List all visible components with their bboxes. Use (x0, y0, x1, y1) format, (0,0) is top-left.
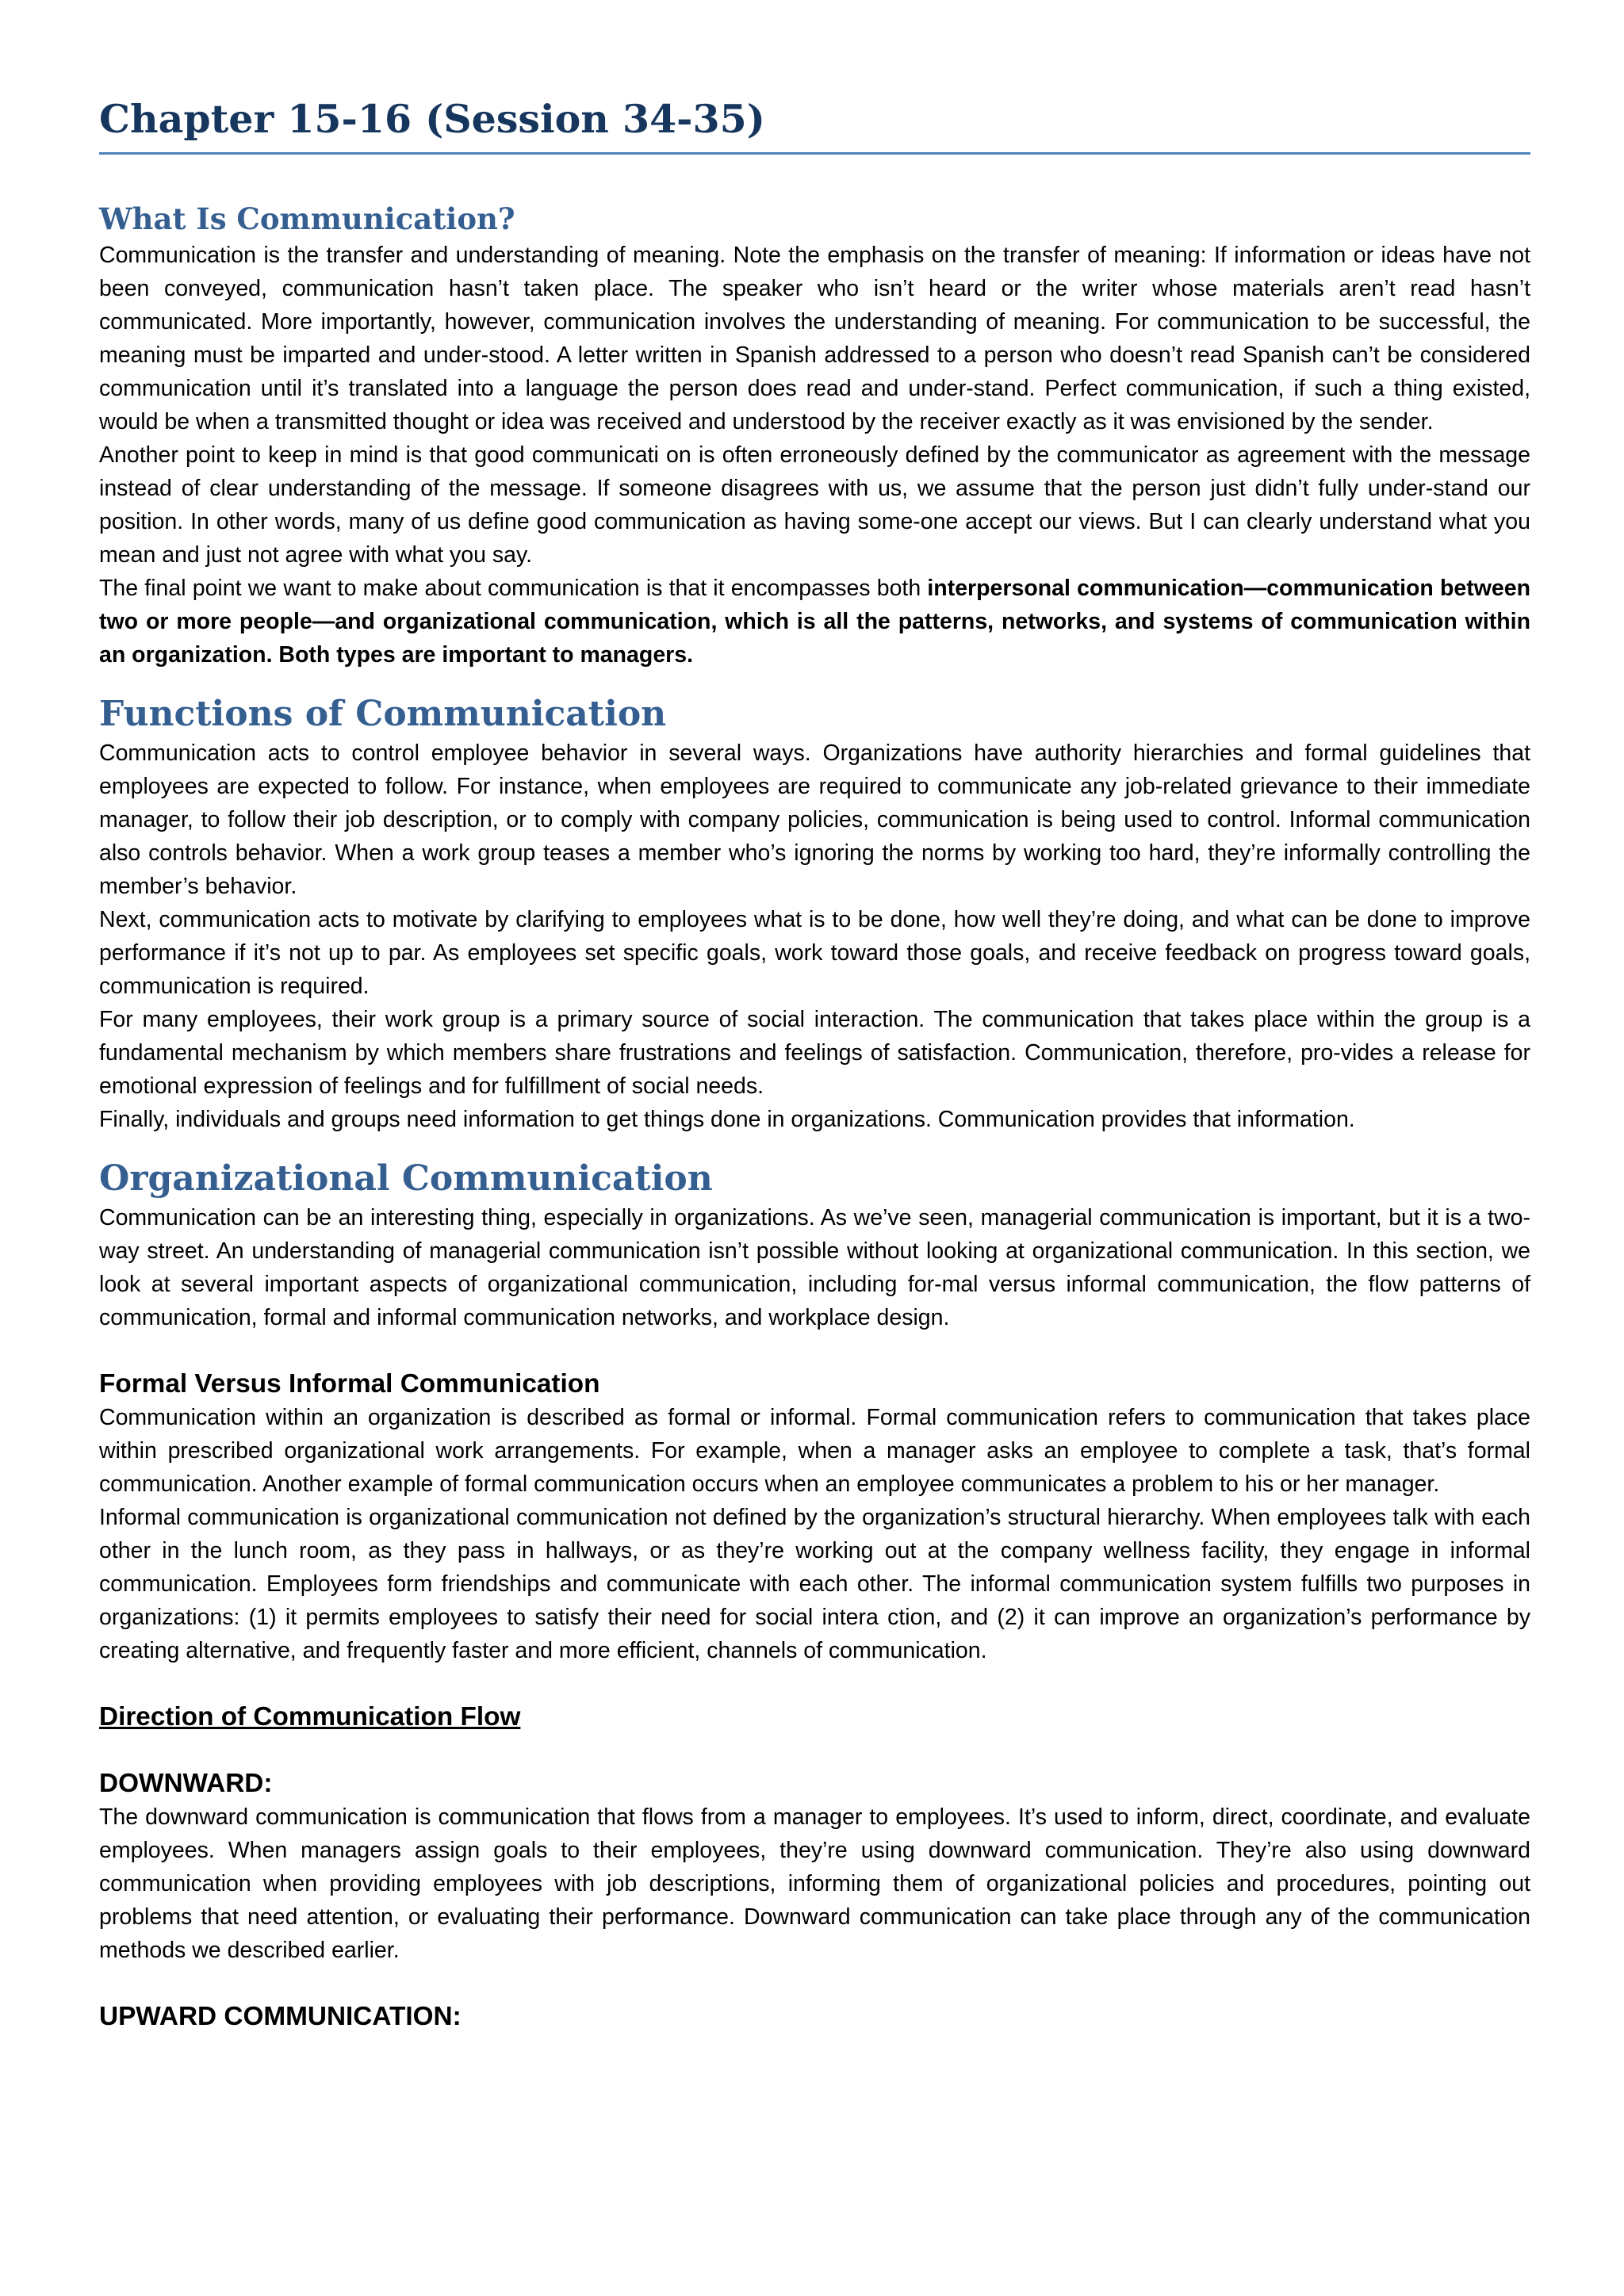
heading-organizational-communication: Organizational Communication (99, 1158, 713, 1199)
paragraph (99, 572, 1530, 672)
subheading-formal-vs-informal: Formal Versus Informal Communication (99, 1369, 600, 1399)
subheading-upward: UPWARD COMMUNICATION: (99, 2002, 462, 2031)
heading-functions-of-communication: Functions of Communication (99, 694, 667, 734)
subheading-direction-of-flow: Direction of Communication Flow (99, 1702, 521, 1732)
spacer (99, 1667, 1530, 1701)
bold-text: interpersonal communication—communication between two or more people—and organizational communication, which is all the patterns, networks, and systems of communication within an organization. Both types are important to managers. (99, 576, 1531, 668)
chapter-title: Chapter 15-16 (Session 34-35) (99, 94, 1530, 155)
paragraph: Next, communication acts to motivate by clarifying to employees what is to be done, how well they’re doing, and what can be done to improve performance if it’s not up to par. As employees set specific goals, work toward those goals, and receive feedback on progress toward goals, communication is required. (99, 907, 1530, 999)
paragraph: Communication can be an interesting thing, especially in organizations. As we’ve seen, managerial communication is important, but it is a two-way street. An understanding of managerial communication isn’t possible without looking at organizational communication. In this section, we look at several important aspects of organizational communication, including for-mal versus informal communication, the flow patterns of communication, formal and informal communication networks, and workplace design. (99, 1205, 1530, 1330)
spacer (99, 1734, 1530, 1767)
paragraph: Communication is the transfer and understanding of meaning. Note the emphasis on the transfer of meaning: If information or ideas have not been conveyed, communication hasn’t taken place. The speaker who isn’t heard or the writer whose materials aren’t read hasn’t communicated. More importantly, however, communication involves the understanding of meaning. For communication to be successful, the meaning must be imparted and under-stood. A letter written in Spanish addressed to a person who doesn’t read Spanish can’t be considered communication until it’s translated into a language the person does read and under-stand. Perfect communication, if such a thing existed, would be when a transmitted thought or idea was received and understood by the receiver exactly as it was envisioned by the sender. (99, 243, 1530, 434)
document-page (99, 94, 1530, 2034)
spacer (99, 1334, 1530, 1368)
spacer (99, 1967, 1530, 2000)
paragraph: Communication acts to control employee behavior in several ways. Organizations have authority hierarchies and formal guidelines that employees are expected to follow. For instance, when employees are required to communicate any job-related grievance to their immediate manager, to follow their job description, or to comply with company policies, communication is being used to control. Informal communication also controls behavior. When a work group teases a member who’s ignoring the norms by working too hard, they’re informally controlling the member’s behavior. (99, 740, 1530, 899)
paragraph: The downward communication is communication that flows from a manager to employees. It’s used to inform, direct, coordinate, and evaluate employees. When managers assign goals to their employees, they’re using downward communication. They’re also using downward communication when providing employees with job descriptions, informing them of organizational policies and procedures, pointing out problems that need attention, or evaluating their performance. Downward communication can take place through any of the communication methods we described earlier. (99, 1804, 1530, 1963)
paragraph: Finally, individuals and groups need information to get things done in organizations. Communication provides that information. (99, 1107, 1355, 1132)
paragraph: Another point to keep in mind is that good communicati on is often erroneously defined by the communicator as agreement with the message instead of clear understanding of the message. If someone disagrees with us, we assume that the person just didn’t fully under-stand our position. In other words, many of us define good communication as having some-one accept our views. But I can clearly understand what you mean and just not agree with what you say. (99, 442, 1530, 568)
paragraph-text: The final point we want to make about communication is that it encompasses both (99, 576, 928, 601)
paragraph: Communication within an organization is described as formal or informal. Formal communication refers to communication that takes place within prescribed organizational work arrangements. For example, when a manager asks an employee to complete a task, that’s formal communication. Another example of formal communication occurs when an employee communicates a problem to his or her manager. (99, 1405, 1530, 1497)
paragraph: For many employees, their work group is a primary source of social interaction. The communication that takes place within the group is a fundamental mechanism by which members share frustrations and feelings of satisfaction. Communication, therefore, pro-vides a release for emotional expression of feelings and for fulfillment of social needs. (99, 1007, 1530, 1099)
paragraph: Informal communication is organizational communication not defined by the organization’s structural hierarchy. When employees talk with each other in the lunch room, as they pass in hallways, or as they’re working out at the company wellness facility, they engage in informal communication. Employees form friendships and communicate with each other. The informal communication system fulfills two purposes in organizations: (1) it permits employees to satisfy their need for social intera ction, and (2) it can improve an organization’s performance by creating alternative, and frequently faster and more efficient, channels of communication. (99, 1505, 1530, 1663)
heading-what-is-communication: What Is Communication? (99, 201, 515, 236)
subheading-downward: DOWNWARD: (99, 1769, 273, 1798)
